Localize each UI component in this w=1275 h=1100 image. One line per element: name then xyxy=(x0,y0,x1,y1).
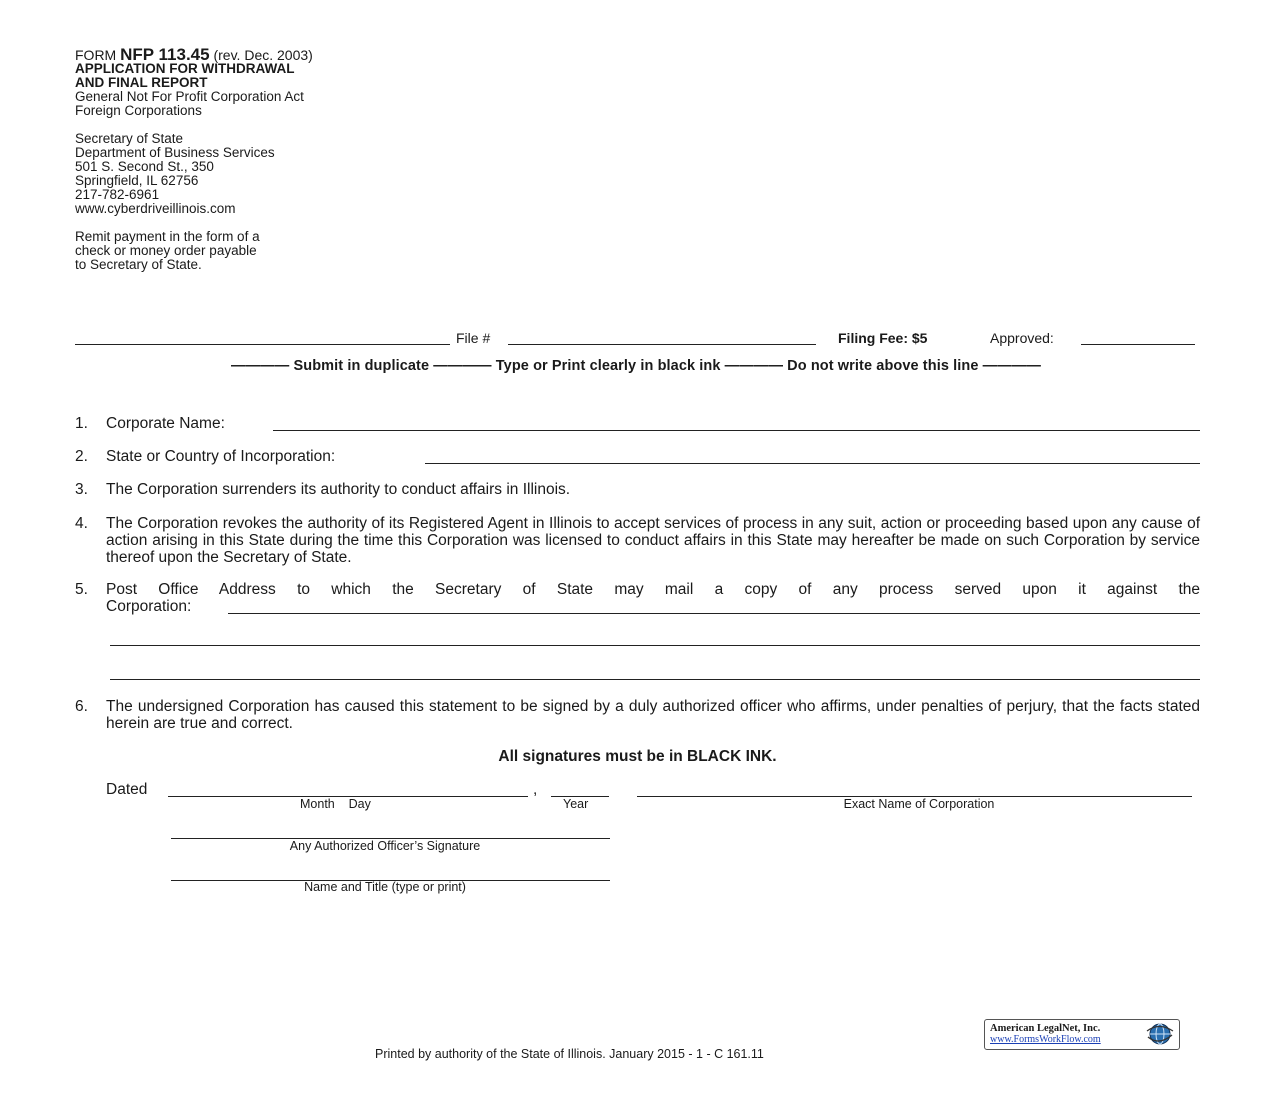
item-corporate-name xyxy=(75,415,1200,435)
affirmation-text: The undersigned Corporation has caused this statement to be signed by a duly authorized officer who affirms, under penalties of perjury, that the facts stated herein are true and correct. xyxy=(106,698,1200,732)
printed-by-footer: Printed by authority of the State of Illinois. January 2015 - 1 - C 161.11 xyxy=(375,1047,764,1061)
address-field-1[interactable] xyxy=(228,613,1200,614)
form-act: General Not For Profit Corporation Act xyxy=(75,89,304,104)
file-number-label: File # xyxy=(456,330,491,346)
dated-label: Dated xyxy=(106,781,148,798)
name-title-caption: Name and Title (type or print) xyxy=(304,880,466,894)
filing-fee-label: Filing Fee: $5 xyxy=(838,330,928,346)
black-ink-notice: All signatures must be in BLACK INK. xyxy=(498,748,777,765)
corporate-name-label: Corporate Name: xyxy=(106,415,225,432)
filing-bar xyxy=(75,330,1197,348)
office-line1: Secretary of State xyxy=(75,131,184,146)
item-number: 3. xyxy=(75,481,88,498)
form-id-line xyxy=(75,45,495,64)
post-office-label: Corporation: xyxy=(106,598,192,615)
office-website[interactable]: www.cyberdriveillinois.com xyxy=(75,201,236,216)
address-field-2[interactable] xyxy=(110,645,1200,646)
vendor-name: American LegalNet, Inc. xyxy=(990,1023,1101,1034)
item-revoke-agent xyxy=(75,515,1200,569)
payment-line1: Remit payment in the form of a xyxy=(75,229,260,244)
item-number: 2. xyxy=(75,448,88,465)
file-number-field[interactable] xyxy=(508,344,816,345)
approved-field[interactable] xyxy=(1081,344,1195,345)
exact-name-caption: Exact Name of Corporation xyxy=(843,797,995,811)
item-state-of-incorporation xyxy=(75,448,1200,468)
form-header xyxy=(75,45,495,272)
item-number: 4. xyxy=(75,515,88,532)
state-of-incorporation-label: State or Country of Incorporation: xyxy=(106,448,336,465)
item-post-office-address xyxy=(75,581,1200,691)
office-use-line xyxy=(75,344,450,345)
item-number: 5. xyxy=(75,581,88,598)
form-revision: (rev. Dec. 2003) xyxy=(213,47,313,63)
revoke-agent-text: The Corporation revokes the authority of its Registered Agent in Illinois to accept services of process in any suit, action or proceeding based upon any cause of action arising in this State during the time this Corporation was licensed to conduct affairs in this State may hereafter be made on such Corporation by service thereof upon the Secretary of State. xyxy=(106,515,1200,566)
globe-icon xyxy=(1143,1022,1175,1046)
item-surrender-authority xyxy=(75,481,1200,501)
payment-line2: check or money order payable xyxy=(75,243,257,258)
officer-signature-caption: Any Authorized Officer’s Signature xyxy=(289,839,481,853)
address-field-3[interactable] xyxy=(110,679,1200,680)
item-number: 6. xyxy=(75,698,88,715)
corporate-name-field[interactable] xyxy=(273,430,1200,431)
office-line3: 501 S. Second St., 350 xyxy=(75,159,214,174)
state-of-incorporation-field[interactable] xyxy=(425,463,1200,464)
item-affirmation xyxy=(75,698,1200,738)
form-number: NFP 113.45 xyxy=(120,45,210,64)
surrender-authority-text: The Corporation surrenders its authority to conduct affairs in Illinois. xyxy=(106,481,571,498)
office-line4: Springfield, IL 62756 xyxy=(75,173,199,188)
form-type: Foreign Corporations xyxy=(75,103,202,118)
form-title-line2: AND FINAL REPORT xyxy=(75,75,208,90)
vendor-logo[interactable] xyxy=(984,1019,1180,1050)
approved-label: Approved: xyxy=(990,330,1054,346)
vendor-url[interactable]: www.FormsWorkFlow.com xyxy=(990,1034,1101,1045)
form-prefix: FORM xyxy=(75,47,117,63)
post-office-text: Post Office Address to which the Secretary of State may mail a copy of any process served upon it against the xyxy=(106,581,1200,598)
form-title-line1: APPLICATION FOR WITHDRAWAL xyxy=(75,61,295,76)
payment-line3: to Secretary of State. xyxy=(75,257,202,272)
year-caption: Year xyxy=(563,797,589,811)
date-comma: , xyxy=(533,781,538,798)
instructions-banner: ———— Submit in duplicate ———— Type or Print clearly in black ink ———— Do not write above this line ———— xyxy=(230,358,1042,374)
office-line2: Department of Business Services xyxy=(75,145,275,160)
office-phone: 217-782-6961 xyxy=(75,187,160,202)
month-day-caption: Month Day xyxy=(300,797,371,811)
item-number: 1. xyxy=(75,415,88,432)
